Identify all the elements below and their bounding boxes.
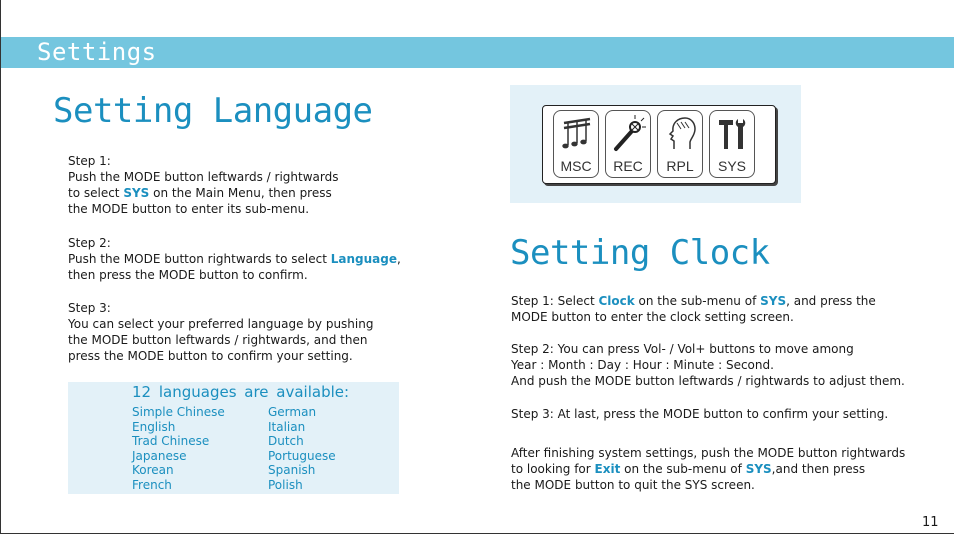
- step-text: the MODE button leftwards / rightwards, and then: [68, 333, 368, 347]
- tools-icon: [716, 115, 750, 153]
- microphone-icon: [612, 115, 646, 153]
- language-list-column-1: [132, 405, 225, 493]
- step-label: Step 1:: [68, 154, 111, 168]
- text-run: ,: [397, 252, 401, 266]
- language-item: Korean: [132, 463, 174, 478]
- exit-highlight: Exit: [594, 462, 621, 476]
- text-run: to looking for: [511, 462, 595, 476]
- language-step-1: [68, 153, 338, 217]
- menu-label: REC: [613, 158, 643, 174]
- language-item: Spanish: [268, 463, 316, 478]
- clock-exit-instructions: [511, 445, 905, 493]
- menu-item-msc: [553, 110, 599, 178]
- step-text: [68, 185, 338, 201]
- step-text: [68, 251, 401, 267]
- header-title: Settings: [37, 38, 157, 66]
- text-run: ,and then press: [771, 462, 866, 476]
- step-label: Step 3:: [68, 301, 111, 315]
- step-text: press the MODE button to confirm your setting.: [68, 349, 353, 363]
- music-notes-icon: [560, 115, 594, 153]
- text-run: , and press the: [786, 294, 876, 308]
- sys-highlight: SYS: [745, 462, 772, 476]
- step-text: then press the MODE button to confirm.: [68, 268, 308, 282]
- clock-step-2: [511, 341, 905, 389]
- menu-label: RPL: [666, 158, 694, 174]
- step-text: Step 2: You can press Vol- / Vol+ buttons to move among: [511, 342, 854, 356]
- step-label: Step 2:: [68, 236, 111, 250]
- language-item: Trad Chinese: [132, 434, 210, 449]
- menu-label: MSC: [560, 158, 592, 174]
- languages-box-title: 12 languages are available:: [132, 383, 350, 401]
- step-text: Step 3: At last, press the MODE button to confirm your setting.: [511, 407, 889, 421]
- language-item: Italian: [268, 419, 306, 434]
- language-list-column-2: [268, 405, 336, 493]
- menu-item-rec: [605, 110, 651, 178]
- step-text: [511, 293, 876, 309]
- language-item: Portuguese: [268, 448, 336, 463]
- clock-highlight: Clock: [598, 294, 635, 308]
- text-run: on the sub-menu of: [620, 462, 746, 476]
- menu-item-rpl: [657, 110, 703, 178]
- language-item: English: [132, 419, 176, 434]
- clock-step-3: [511, 406, 888, 422]
- sys-highlight: SYS: [123, 186, 150, 200]
- head-profile-icon: [664, 115, 698, 153]
- menu-item-sys: [709, 110, 755, 178]
- language-item: German: [268, 405, 317, 419]
- language-item: French: [132, 477, 172, 492]
- language-item: Polish: [268, 477, 303, 492]
- language-highlight: Language: [330, 252, 397, 266]
- setting-clock-title: Setting Clock: [510, 233, 770, 273]
- language-item: Dutch: [268, 434, 304, 449]
- step-text: And push the MODE button leftwards / rightwards to adjust them.: [511, 374, 905, 388]
- text-run: Push the MODE button rightwards to select: [68, 252, 331, 266]
- text-run: on the Main Menu, then press: [149, 186, 332, 200]
- step-text: Year : Month : Day : Hour : Minute : Second.: [511, 358, 774, 372]
- step-text: [511, 461, 905, 477]
- text-run: Step 1: Select: [511, 294, 599, 308]
- language-item: Simple Chinese: [132, 405, 225, 419]
- clock-step-1: [511, 293, 876, 325]
- step-text: Push the MODE button leftwards / rightwards: [68, 170, 339, 184]
- language-item: Japanese: [132, 448, 187, 463]
- language-step-2: [68, 235, 401, 283]
- language-step-3: [68, 300, 373, 364]
- page-number: 11: [922, 515, 939, 530]
- setting-language-title: Setting Language: [53, 91, 373, 131]
- step-text: MODE button to enter the clock setting screen.: [511, 310, 794, 324]
- step-text: You can select your preferred language by pushing: [68, 317, 374, 331]
- menu-label: SYS: [717, 158, 746, 174]
- step-text: After finishing system settings, push the MODE button rightwards: [511, 446, 906, 460]
- text-run: to select: [68, 186, 124, 200]
- step-text: the MODE button to enter its sub-menu.: [68, 202, 310, 216]
- step-text: the MODE button to quit the SYS screen.: [511, 478, 755, 492]
- text-run: on the sub-menu of: [634, 294, 761, 308]
- sys-highlight: SYS: [760, 294, 787, 308]
